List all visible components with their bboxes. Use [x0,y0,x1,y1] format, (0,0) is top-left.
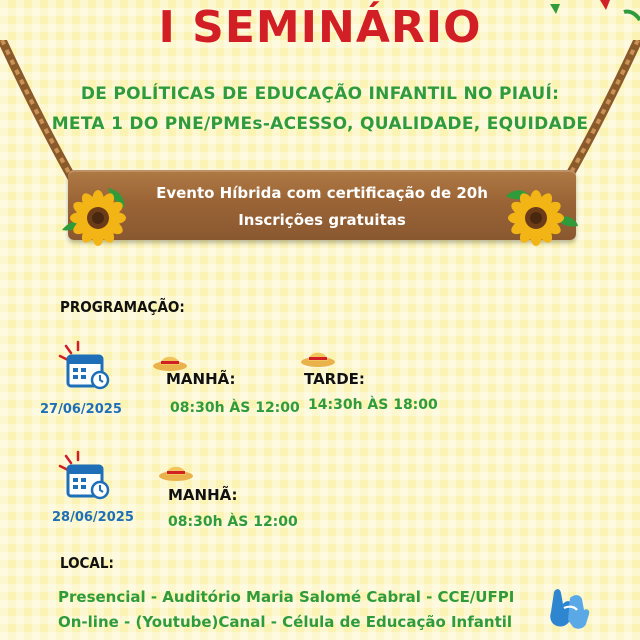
straw-hat-icon [158,460,194,482]
banner-line-2: Inscrições gratuitas [238,211,406,229]
subtitle-line-1: DE POLÍTICAS DE EDUCAÇÃO INFANTIL NO PIAUÍ: [80,84,560,104]
day-1-date: 27/06/2025 [40,402,122,417]
day-1-afternoon-time: 14:30h ÀS 18:00 [308,397,438,413]
subtitle-line-2: META 1 DO PNE/PMEs-ACESSO, QUALIDADE, EQUIDADE [51,114,589,134]
page-title: I SEMINÁRIO [158,2,482,53]
sunflower-icon [500,178,580,248]
day-1-morning-period: MANHÃ: [166,370,236,388]
local-presencial: Presencial - Auditório Maria Salomé Cabral - CCE/UFPI [58,588,515,606]
local-online: On-line - (Youtube)Canal - Célula de Educação Infantil [58,613,513,631]
day-2-morning-period: MANHÃ: [168,486,238,504]
sign-language-hands-icon [544,584,592,632]
calendar-icon [56,340,112,392]
straw-hat-icon [300,346,336,368]
day-2-date: 28/06/2025 [52,510,134,525]
day-1-morning-time: 08:30h ÀS 12:00 [170,400,300,416]
local-heading: LOCAL: [60,554,114,572]
day-2-morning-time: 08:30h ÀS 12:00 [168,514,298,530]
straw-hat-icon [152,350,188,372]
programacao-heading: PROGRAMAÇÃO: [60,298,185,316]
sunflower-icon [58,180,132,248]
day-1-afternoon-period: TARDE: [304,370,365,388]
banner-line-1: Evento Híbrida com certificação de 20h [156,184,488,202]
calendar-icon [56,450,112,502]
